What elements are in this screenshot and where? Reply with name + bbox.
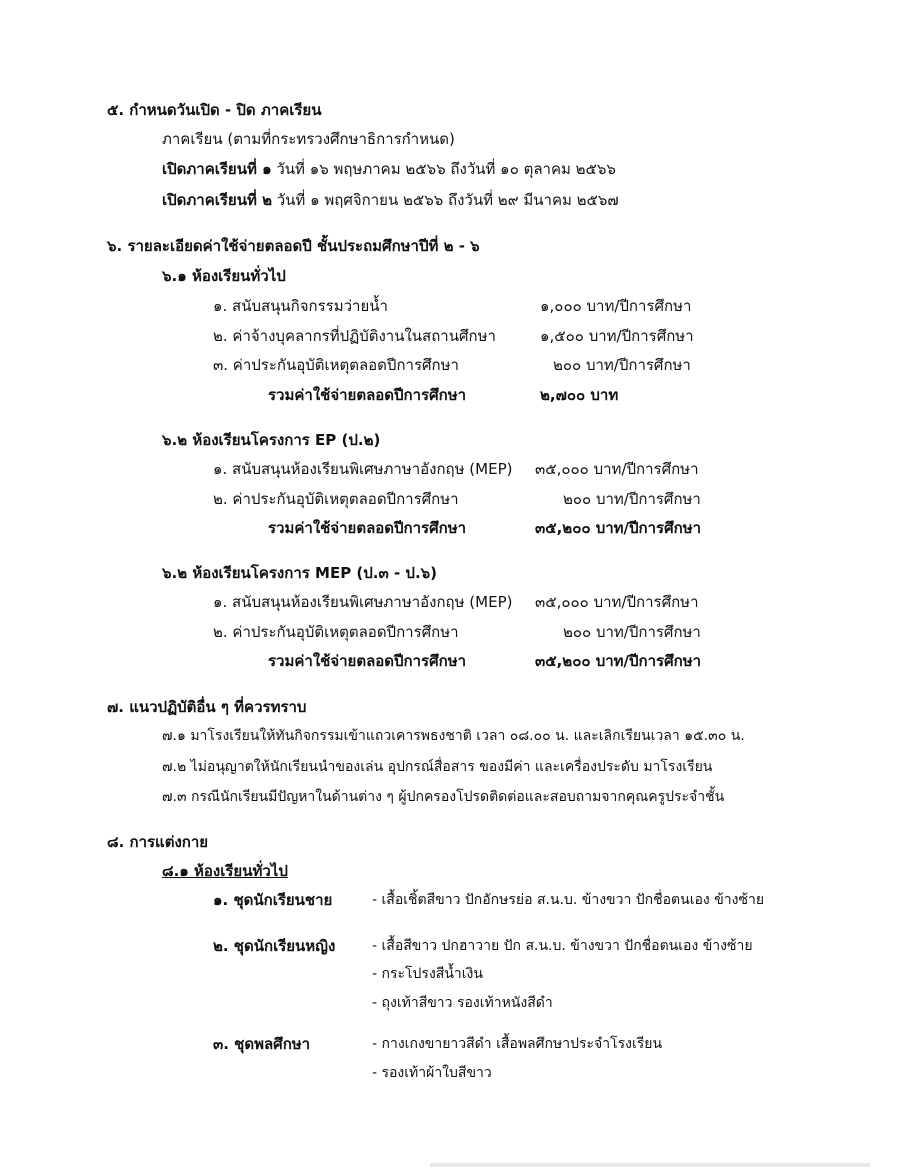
group-6-3-title: ๖.๒ ห้องเรียนโครงการ MEP (ป.๓ - ป.๖) [162,564,438,582]
group-6-1-title: ๖.๑ ห้องเรียนทั่วไป [162,267,286,285]
term-1-label: เปิดภาคเรียนที่ ๑ [162,160,272,178]
g3-item-1-label: ๑. สนับสนุนห้องเรียนพิเศษภาษาอังกฤษ (MEP) [213,593,513,611]
g1-item-2-amount: ๑,๕๐๐ บาท/ปีการศึกษา [540,327,694,345]
section-7-title: ๗. แนวปฏิบัติอื่น ๆ ที่ควรทราบ [107,698,307,716]
g2-item-1-label: ๑. สนับสนุนห้องเรียนพิเศษภาษาอังกฤษ (MEP) [213,460,513,478]
pe-uniform-item-1: - กางเกงขายาวสีดำ เสื้อพลศึกษาประจำโรงเรียน [372,1036,663,1052]
page-edge-divider [430,1163,870,1167]
section-5-subtitle: ภาคเรียน (ตามที่กระทรวงศึกษาธิการกำหนด) [162,130,455,148]
section-5-title: ๕. กำหนดวันเปิด - ปิด ภาคเรียน [107,101,322,119]
section-8-1-subtitle: ๘.๑ ห้องเรียนทั่วไป [162,862,288,880]
g2-item-2-amount: ๒๐๐ บาท/ปีการศึกษา [563,490,701,508]
g1-item-1-amount: ๑,๐๐๐ บาท/ปีการศึกษา [540,297,692,315]
g2-item-2-label: ๒. ค่าประกันอุบัติเหตุตลอดปีการศึกษา [213,490,459,508]
girl-uniform-item-2: - กระโปรงสีน้ำเงิน [372,966,483,982]
boy-uniform-item-1: - เสื้อเชิ้ตสีขาว ปักอักษรย่อ ส.น.บ. ข้างขวา ปักชื่อตนเอง ข้างซ้าย [372,892,765,908]
girl-uniform-label: ๒. ชุดนักเรียนหญิง [213,937,336,955]
g2-total-amount: ๓๕,๒๐๐ บาท/ปีการศึกษา [535,519,702,537]
pe-uniform-label: ๓. ชุดพลศึกษา [213,1035,311,1053]
girl-uniform-item-1: - เสื้อสีขาว ปกฮาวาย ปัก ส.น.บ. ข้างขวา ปักชื่อตนเอง ข้างซ้าย [372,938,753,954]
g1-item-1-label: ๑. สนับสนุนกิจกรรมว่ายน้ำ [213,297,388,315]
g1-item-3-amount: ๒๐๐ บาท/ปีการศึกษา [553,356,691,374]
g1-item-2-label: ๒. ค่าจ้างบุคลากรที่ปฏิบัติงานในสถานศึกษา [213,327,496,345]
girl-uniform-item-3: - ถุงเท้าสีขาว รองเท้าหนังสีดำ [372,995,553,1011]
group-6-2-title: ๖.๒ ห้องเรียนโครงการ EP (ป.๒) [162,431,381,449]
g1-total-amount: ๒,๗๐๐ บาท [540,386,619,404]
g3-item-1-amount: ๓๕,๐๐๐ บาท/ปีการศึกษา [535,593,699,611]
s7-item-2: ๗.๒ ไม่อนุญาตให้นักเรียนนำของเล่น อุปกรณ์สื่อสาร ของมีค่า และเครื่องประดับ มาโรงเรียน [162,759,713,775]
g2-total-label: รวมค่าใช้จ่ายตลอดปีการศึกษา [268,519,467,537]
term-1-line [162,159,616,179]
s7-item-3: ๗.๓ กรณีนักเรียนมีปัญหาในด้านต่าง ๆ ผู้ปกครองโปรดติดต่อและสอบถามจากคุณครูประจำชั้น [162,789,725,805]
term-2-label: เปิดภาคเรียนที่ ๒ [162,191,272,209]
pe-uniform-item-2: - รองเท้าผ้าใบสีขาว [372,1065,492,1081]
boy-uniform-label: ๑. ชุดนักเรียนชาย [213,891,333,909]
section-8-title: ๘. การแต่งกาย [107,833,209,851]
g2-item-1-amount: ๓๕,๐๐๐ บาท/ปีการศึกษา [535,460,699,478]
g3-item-2-label: ๒. ค่าประกันอุบัติเหตุตลอดปีการศึกษา [213,623,459,641]
g1-total-label: รวมค่าใช้จ่ายตลอดปีการศึกษา [268,386,467,404]
term-2-line [162,190,619,210]
s7-item-1: ๗.๑ มาโรงเรียนให้ทันกิจกรรมเข้าแถวเคารพธงชาติ เวลา ๐๘.๐๐ น. และเลิกเรียนเวลา ๑๕.๓๐ น. [162,728,745,744]
section-6-title: ๖. รายละเอียดค่าใช้จ่ายตลอดปี ชั้นประถมศึกษาปีที่ ๒ - ๖ [107,237,480,255]
g3-total-amount: ๓๕,๒๐๐ บาท/ปีการศึกษา [535,652,702,670]
g1-item-3-label: ๓. ค่าประกันอุบัติเหตุตลอดปีการศึกษา [213,356,459,374]
g3-total-label: รวมค่าใช้จ่ายตลอดปีการศึกษา [268,652,467,670]
term-2-dates: วันที่ ๑ พฤศจิกายน ๒๕๖๖ ถึงวันที่ ๒๙ มีนาคม ๒๕๖๗ [276,191,619,209]
g3-item-2-amount: ๒๐๐ บาท/ปีการศึกษา [563,623,701,641]
term-1-dates: วันที่ ๑๖ พฤษภาคม ๒๕๖๖ ถึงวันที่ ๑๐ ตุลาคม ๒๕๖๖ [276,160,616,178]
